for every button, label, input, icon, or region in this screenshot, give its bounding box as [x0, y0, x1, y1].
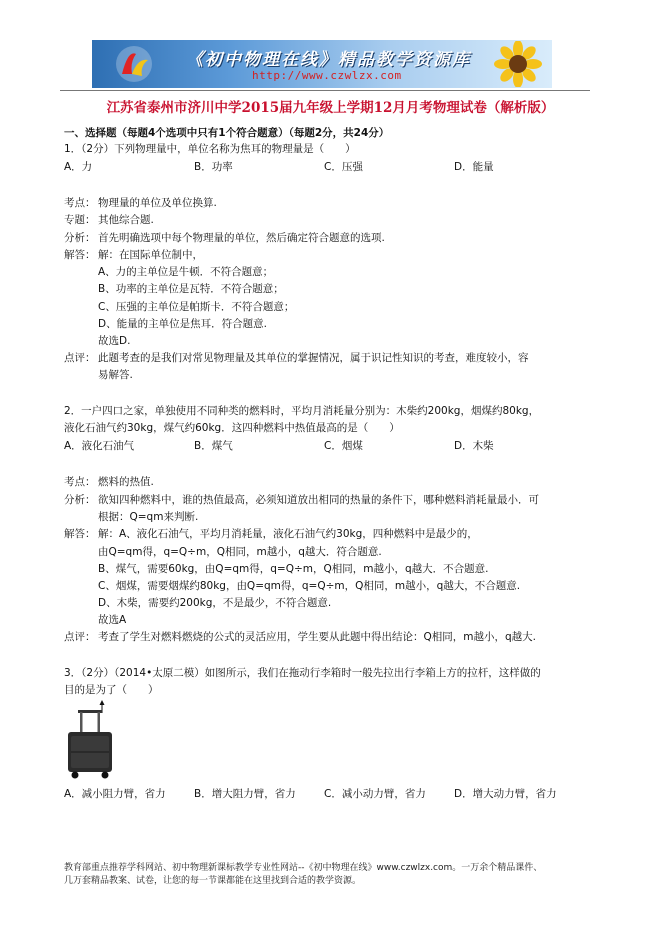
q1-option-c: C．压强 — [324, 161, 363, 173]
q1-jieda-line: 故选D. — [98, 335, 131, 347]
q1-jieda-label: 解答： — [64, 249, 96, 261]
q1-jieda-line: C、压强的主单位是帕斯卡．不符合题意； — [98, 301, 295, 313]
q1-jieda-line: D、能量的主单位是焦耳．符合题意. — [98, 318, 267, 330]
q2-stem-line: 液化石油气约30kg，煤气约60kg．这四种燃料中热值最高的是（ ） — [64, 422, 400, 434]
q2-option-a: A．液化石油气 — [64, 440, 135, 452]
q1-zhuanti: 其他综合题. — [98, 214, 154, 226]
q1-kaodian-label: 考点： — [64, 197, 96, 209]
q2-fenxi-line: 欲知四种燃料中，谁的热值最高，必须知道放出相同的热量的条件下，哪种燃料消耗量最小．可 — [98, 494, 539, 506]
header-divider — [60, 90, 590, 91]
q1-kaodian: 物理量的单位及单位换算. — [98, 197, 217, 209]
q2-option-c: C．烟煤 — [324, 440, 363, 452]
q3-option-c: C．减小动力臂，省力 — [324, 788, 426, 800]
q1-zhuanti-label: 专题： — [64, 214, 96, 226]
header-banner — [92, 40, 552, 88]
q1-fenxi: 首先明确选项中每个物理量的单位，然后确定符合题意的选项. — [98, 232, 385, 244]
sunflower-icon — [486, 41, 546, 87]
q3-option-d: D．增大动力臂，省力 — [454, 788, 557, 800]
q1-option-a: A．力 — [64, 161, 93, 173]
q2-jieda-label: 解答： — [64, 528, 96, 540]
q1-stem: 1．（2分）下列物理量中，单位名称为焦耳的物理量是（ ） — [64, 143, 356, 155]
q2-jieda-line: D、木柴，需要约200kg，不是最少，不符合题意. — [98, 597, 332, 609]
q1-dianping-line: 此题考查的是我们对常见物理量及其单位的掌握情况，属于识记性知识的考查，难度较小，容 — [98, 352, 529, 364]
q2-option-d: D．木柴 — [454, 440, 494, 452]
q2-jieda-line: C、烟煤，需要烟煤约80kg，由Q=qm得，q=Q÷m，Q相同，m越小，q越大，不合题意. — [98, 580, 521, 592]
section-heading: 一、选择题（每题4个选项中只有1个符合题意）（每题2分，共24分） — [64, 127, 390, 139]
document-title: 江苏省泰州市济川中学2015届九年级上学期12月月考物理试卷（解析版） — [106, 100, 555, 116]
q2-stem-line: 2．一户四口之家，单独使用不同种类的燃料时，平均月消耗量分别为：木柴约200kg，烟煤约80kg， — [64, 405, 540, 417]
q1-option-d: D．能量 — [454, 161, 494, 173]
q1-jieda-line: A、力的主单位是牛顿．不符合题意； — [98, 266, 274, 278]
footer-line: 几万套精品教案、试卷，让您的每一节课都能在这里找到合适的教学资源。 — [64, 876, 362, 886]
q3-stem-line: 3．（2分）（2014•太原二模）如图所示，我们在拖动行李箱时一般先拉出行李箱上方的拉杆，这样做的 — [64, 667, 541, 679]
q1-fenxi-label: 分析： — [64, 232, 96, 244]
q3-stem-line: 目的是为了（ ） — [64, 684, 159, 696]
page-footer — [64, 862, 604, 888]
q1-jieda-line: B、功率的主单位是瓦特．不符合题意； — [98, 283, 284, 295]
q2-jieda-line: B、煤气，需要60kg，由Q=qm得，q=Q÷m，Q相同，m越小，q越大．不合题意. — [98, 563, 489, 575]
footer-line: 教育部重点推荐学科网站、初中物理新课标教学专业性网站--《初中物理在线》www.czwlzx.com。一万余个精品课件、 — [64, 863, 543, 873]
q2-kaodian-label: 考点： — [64, 476, 96, 488]
q2-jieda-line: 故选A — [98, 614, 127, 626]
q1-jieda-line: 解：在国际单位制中， — [98, 249, 203, 261]
q3-option-b: B．增大阻力臂，省力 — [194, 788, 296, 800]
q1-dianping-line: 易解答. — [98, 369, 133, 381]
banner-title: 《初中物理在线》精品教学资源库 — [186, 50, 471, 70]
q2-kaodian: 燃料的热值. — [98, 476, 154, 488]
q2-dianping: 考查了学生对燃料燃烧的公式的灵活应用，学生要从此题中得出结论：Q相同，m越小，q越大. — [98, 631, 536, 643]
q1-dianping-label: 点评： — [64, 352, 96, 364]
site-logo-icon — [114, 44, 154, 84]
q2-jieda-line: 由Q=qm得，q=Q÷m，Q相同，m越小，q越大．符合题意. — [98, 546, 382, 558]
q1-option-b: B．功率 — [194, 161, 233, 173]
q2-fenxi-line: 根据：Q=qm来判断. — [98, 511, 199, 523]
suitcase-figure — [62, 700, 118, 780]
q2-option-b: B．煤气 — [194, 440, 233, 452]
q2-dianping-label: 点评： — [64, 631, 96, 643]
q3-option-a: A．减小阻力臂，省力 — [64, 788, 166, 800]
q2-jieda-line: 解：A、液化石油气，平均月消耗量，液化石油气约30kg，四种燃料中是最少的， — [98, 528, 478, 540]
banner-url[interactable]: http://www.czwlzx.com — [252, 69, 402, 82]
q2-fenxi-label: 分析： — [64, 494, 96, 506]
